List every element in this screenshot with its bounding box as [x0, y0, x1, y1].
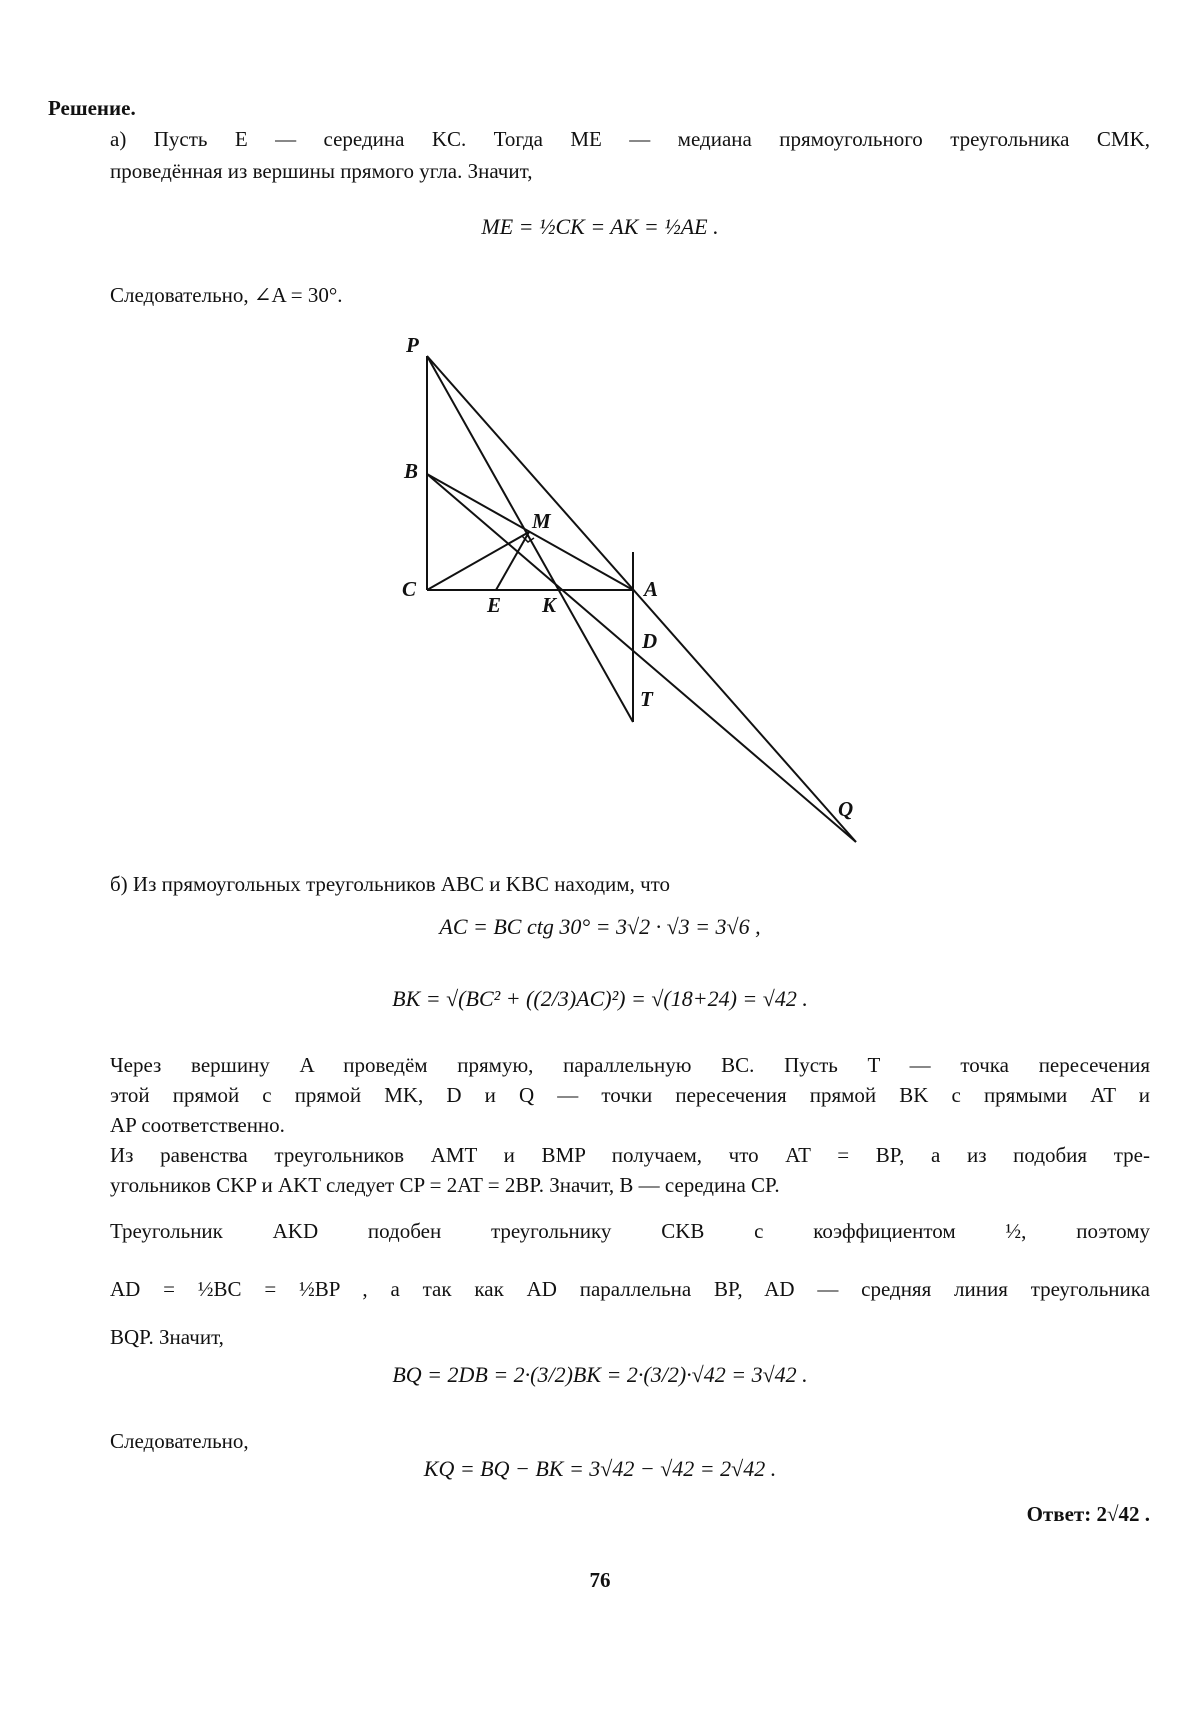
label-k: K — [542, 593, 557, 617]
paragraph3-line2: AD = ½BC = ½BP , а так как AD параллельна BP, AD — средняя линия треугольника — [110, 1277, 1150, 1301]
paragraph2-line1: Из равенства треугольников AMT и BMP получаем, что AT = BP, а из подобия тре- — [110, 1143, 1150, 1167]
answer: Ответ: 2√42 . — [1026, 1502, 1150, 1526]
label-d: D — [642, 629, 658, 653]
part-a-conclusion: Следовательно, ∠A = 30°. — [110, 283, 343, 307]
label-a: A — [644, 577, 659, 601]
formula-me: ME = ½CK = AK = ½AE . — [481, 214, 719, 239]
part-a-line1: а) Пусть E — середина KC. Тогда ME — медиана прямоугольного треугольника CMK, — [110, 127, 1150, 151]
formula-ac: AC = BC ctg 30° = 3√2 · √3 = 3√6 , — [439, 914, 761, 939]
line-bq — [427, 474, 856, 842]
label-p: P — [406, 333, 419, 357]
label-b: B — [404, 459, 419, 483]
paragraph1-line1: Через вершину A проведём прямую, параллельную BC. Пусть T — точка пересечения — [110, 1053, 1150, 1077]
paragraph3-line1: Треугольник AKD подобен треугольнику CKB с коэффициентом ½, поэтому — [110, 1219, 1150, 1243]
paragraph3-line3: BQP. Значит, — [110, 1325, 224, 1349]
formula-bq: BQ = 2DB = 2·(3/2)BK = 2·(3/2)·√42 = 3√42 . — [392, 1362, 808, 1387]
label-t: T — [640, 687, 653, 711]
formula-bk: BK = √(BC² + ((2/3)AC)²) = √(18+24) = √42 . — [392, 986, 808, 1011]
paragraph1-line2: этой прямой с прямой MK, D и Q — точки пересечения прямой BK с прямыми AT и — [110, 1083, 1150, 1107]
paragraph1-line3: AP соответственно. — [110, 1113, 285, 1137]
label-q: Q — [838, 797, 854, 821]
solution-heading: Решение. — [48, 96, 136, 120]
label-m: M — [532, 509, 551, 533]
label-c: C — [402, 577, 417, 601]
paragraph2-line2: угольников CKP и AKT следует CP = 2AT = 2BP. Значит, B — середина CP. — [110, 1173, 780, 1197]
label-e: E — [487, 593, 502, 617]
part-a-line2: проведённая из вершины прямого угла. Значит, — [110, 159, 533, 183]
page-number: 76 — [589, 1568, 611, 1592]
line-pt — [427, 356, 633, 722]
final-conclusion: Следовательно, — [110, 1429, 249, 1453]
part-b-intro: б) Из прямоугольных треугольников ABC и KBC находим, что — [110, 872, 671, 896]
line-cm — [427, 532, 529, 590]
formula-kq: KQ = BQ − BK = 3√42 − √42 = 2√42 . — [423, 1456, 777, 1481]
